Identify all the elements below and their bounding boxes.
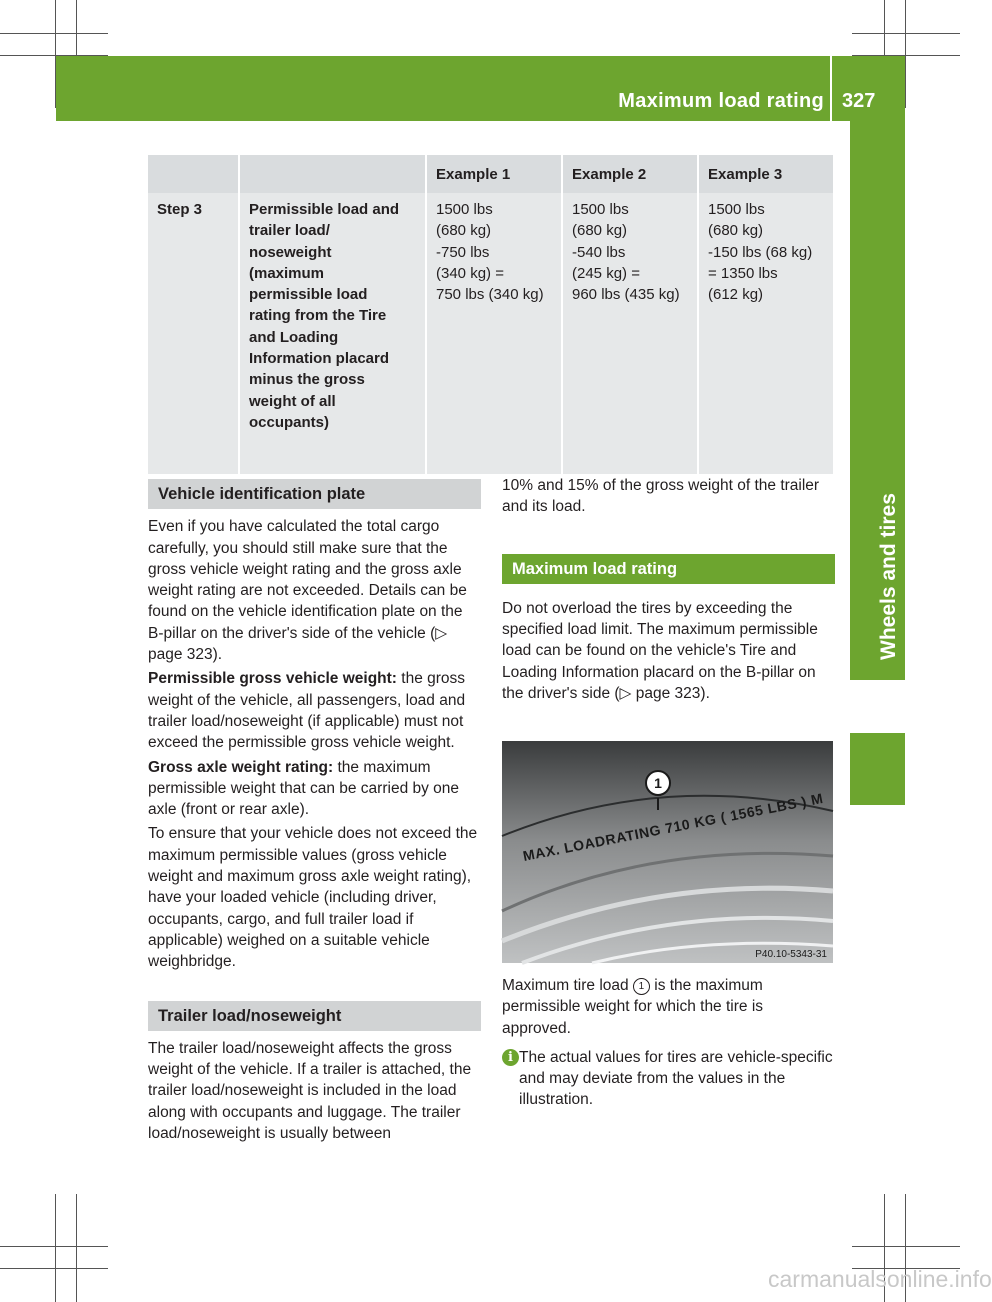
crop-mark bbox=[0, 1268, 108, 1269]
section-heading-trailer-load: Trailer load/noseweight bbox=[148, 1001, 481, 1031]
crop-mark bbox=[852, 33, 960, 34]
crop-mark bbox=[0, 1246, 108, 1247]
info-icon: i bbox=[502, 1049, 519, 1066]
axle-weight-paragraph: Gross axle weight rating: the maximum permissible weight that can be carried by one axle (front or rear axle). bbox=[148, 758, 460, 819]
info-note bbox=[502, 1047, 835, 1111]
figure-code: P40.10-5343-31 bbox=[755, 949, 827, 960]
load-example-table bbox=[148, 155, 833, 474]
tire-load-text: MAX. LOADRATING 710 KG ( 1565 LBS ) M bbox=[521, 790, 824, 864]
callout-1-icon: 1 bbox=[633, 978, 650, 995]
step-label-cell: Permissible load and trailer load/ noseweight (maximum permissible load rating from the Tire and Loading Information placard minus the gross weight of all occupants) bbox=[238, 193, 425, 474]
header-divider bbox=[830, 56, 832, 121]
caption-block bbox=[502, 975, 835, 1111]
page-title: Maximum load rating bbox=[618, 90, 824, 112]
left-column bbox=[148, 479, 481, 1147]
table-header-example-3: Example 3 bbox=[697, 155, 833, 193]
term-label: Gross axle weight rating: bbox=[148, 758, 334, 776]
crop-mark bbox=[852, 1246, 960, 1247]
callout-number: 1 bbox=[654, 775, 662, 791]
right-column bbox=[502, 475, 835, 707]
crop-mark bbox=[905, 0, 906, 108]
chapter-tab-label: Wheels and tires bbox=[877, 493, 900, 660]
weighbridge-paragraph: To ensure that your vehicle does not exceed the maximum permissible values (gross vehicle weight and maximum gross axle weight rating), have your loaded vehicle (including driver, occupants, cargo, and full trailer load if applicable) weighed on a suitable vehicle weighbridge. bbox=[148, 825, 478, 971]
table-row bbox=[148, 193, 833, 474]
crop-mark bbox=[0, 33, 108, 34]
page-number: 327 bbox=[842, 90, 876, 112]
watermark: carmanualsonline.info bbox=[768, 1266, 992, 1292]
figure-caption: Maximum tire load 1 is the maximum permissible weight for which the tire is approved. bbox=[502, 977, 764, 1037]
term-label: Permissible gross vehicle weight: bbox=[148, 670, 397, 688]
example-3-cell: 1500 lbs (680 kg) -150 lbs (68 kg) = 1350 lbs (612 kg) bbox=[697, 193, 833, 474]
table-header-example-1: Example 1 bbox=[425, 155, 561, 193]
tire-sidewall-illustration bbox=[502, 741, 833, 963]
table-header-row bbox=[148, 155, 833, 193]
step-cell: Step 3 bbox=[148, 193, 238, 474]
max-load-paragraph: Do not overload the tires by exceeding the specified load limit. The maximum permissible load can be found on the vehicle's Tire and Loading Information placard on the B-pillar on the driver's side (▷ page 323). bbox=[502, 599, 818, 703]
trailer-load-paragraph: The trailer load/noseweight affects the gross weight of the vehicle. If a trailer is attached, the trailer load/noseweight is included in the load along with occupants and luggage. The trailer load/noseweight is usually between bbox=[148, 1039, 472, 1143]
table-header-cell bbox=[148, 155, 238, 193]
section-heading-vehicle-plate: Vehicle identification plate bbox=[148, 479, 481, 509]
example-1-cell: 1500 lbs (680 kg) -750 lbs (340 kg) = 750 lbs (340 kg) bbox=[425, 193, 561, 474]
tire-photo bbox=[502, 741, 833, 963]
info-text: The actual values for tires are vehicle-specific and may deviate from the values in the illustration. bbox=[519, 1048, 833, 1109]
example-2-cell: 1500 lbs (680 kg) -540 lbs (245 kg) = 960 lbs (435 kg) bbox=[561, 193, 697, 474]
section-heading-max-load: Maximum load rating bbox=[502, 554, 835, 584]
crop-mark bbox=[55, 1194, 56, 1302]
crop-mark bbox=[76, 1194, 77, 1302]
trailer-load-continuation: 10% and 15% of the gross weight of the trailer and its load. bbox=[502, 477, 820, 516]
table-header-example-2: Example 2 bbox=[561, 155, 697, 193]
table-header-cell bbox=[238, 155, 425, 193]
chapter-marker bbox=[850, 733, 905, 805]
vehicle-plate-paragraph: Even if you have calculated the total cargo carefully, you should still make sure that the gross vehicle weight rating and the gross axle weight rating are not exceeded. Details can be found on the vehicle identification plate on the B-pillar on the driver's side of the vehicle (▷ page 323). bbox=[148, 518, 467, 664]
gross-vehicle-weight-paragraph: Permissible gross vehicle weight: the gross weight of the vehicle, all passengers, load and trailer load/noseweight (if applicable) must not exceed the permissible gross vehicle weight. bbox=[148, 670, 466, 752]
